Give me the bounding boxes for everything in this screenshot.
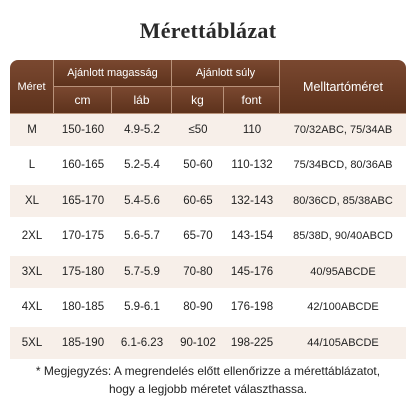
header-size: Méret — [10, 60, 54, 114]
table-row — [10, 221, 406, 257]
header-weight-group: Ajánlott súly — [172, 60, 280, 87]
cell-size: 5XL — [10, 327, 54, 363]
cell-bust: 40/95ABCDE — [280, 256, 406, 292]
cell-lab: 5.9-6.1 — [112, 292, 172, 328]
table-row — [10, 150, 406, 186]
cell-bust: 75/34BCD, 80/36AB — [280, 150, 406, 186]
cell-bust: 42/100ABCDE — [280, 292, 406, 328]
cell-cm: 165-170 — [54, 185, 112, 221]
cell-font: 132-143 — [224, 185, 280, 221]
cell-font: 198-225 — [224, 327, 280, 363]
table-row — [10, 292, 406, 328]
header-font: font — [224, 87, 280, 114]
cell-size: L — [10, 150, 54, 186]
cell-size: M — [10, 114, 54, 150]
cell-kg: 70-80 — [172, 256, 224, 292]
cell-cm: 150-160 — [54, 114, 112, 150]
page-title: Mérettáblázat — [139, 18, 277, 43]
cell-font: 110 — [224, 114, 280, 150]
header-bust: Melltartóméret — [280, 60, 406, 114]
note-line-2: hogy a legjobb méretet választhassa. — [108, 382, 308, 396]
note-line-1: * Megjegyzés: A megrendelés előtt ellenőrizze a mérettáblázatot, — [35, 364, 381, 378]
cell-kg: 65-70 — [172, 221, 224, 257]
cell-kg: 60-65 — [172, 185, 224, 221]
cell-kg: 80-90 — [172, 292, 224, 328]
header-kg: kg — [172, 87, 224, 114]
cell-size: 3XL — [10, 256, 54, 292]
cell-size: XL — [10, 185, 54, 221]
note — [0, 362, 416, 398]
cell-kg: 90-102 — [172, 327, 224, 363]
table-row — [10, 327, 406, 363]
cell-font: 110-132 — [224, 150, 280, 186]
cell-cm: 170-175 — [54, 221, 112, 257]
cell-lab: 4.9-5.2 — [112, 114, 172, 150]
cell-cm: 160-165 — [54, 150, 112, 186]
cell-font: 145-176 — [224, 256, 280, 292]
cell-bust: 80/36CD, 85/38ABC — [280, 185, 406, 221]
cell-lab: 5.2-5.4 — [112, 150, 172, 186]
header-lab: láb — [112, 87, 172, 114]
table-row — [10, 256, 406, 292]
cell-cm: 180-185 — [54, 292, 112, 328]
cell-bust: 70/32ABC, 75/34AB — [280, 114, 406, 150]
table-row — [10, 114, 406, 150]
size-table — [10, 60, 406, 363]
cell-cm: 185-190 — [54, 327, 112, 363]
size-table-container — [10, 60, 406, 363]
header-cm: cm — [54, 87, 112, 114]
cell-bust: 85/38D, 90/40ABCD — [280, 221, 406, 257]
cell-cm: 175-180 — [54, 256, 112, 292]
cell-kg: 50-60 — [172, 150, 224, 186]
cell-font: 143-154 — [224, 221, 280, 257]
cell-lab: 5.4-5.6 — [112, 185, 172, 221]
cell-size: 2XL — [10, 221, 54, 257]
cell-bust: 44/105ABCDE — [280, 327, 406, 363]
header-height-group: Ajánlott magasság — [54, 60, 172, 87]
cell-size: 4XL — [10, 292, 54, 328]
cell-lab: 5.7-5.9 — [112, 256, 172, 292]
cell-kg: ≤50 — [172, 114, 224, 150]
cell-lab: 6.1-6.23 — [112, 327, 172, 363]
cell-font: 176-198 — [224, 292, 280, 328]
table-row — [10, 185, 406, 221]
cell-lab: 5.6-5.7 — [112, 221, 172, 257]
